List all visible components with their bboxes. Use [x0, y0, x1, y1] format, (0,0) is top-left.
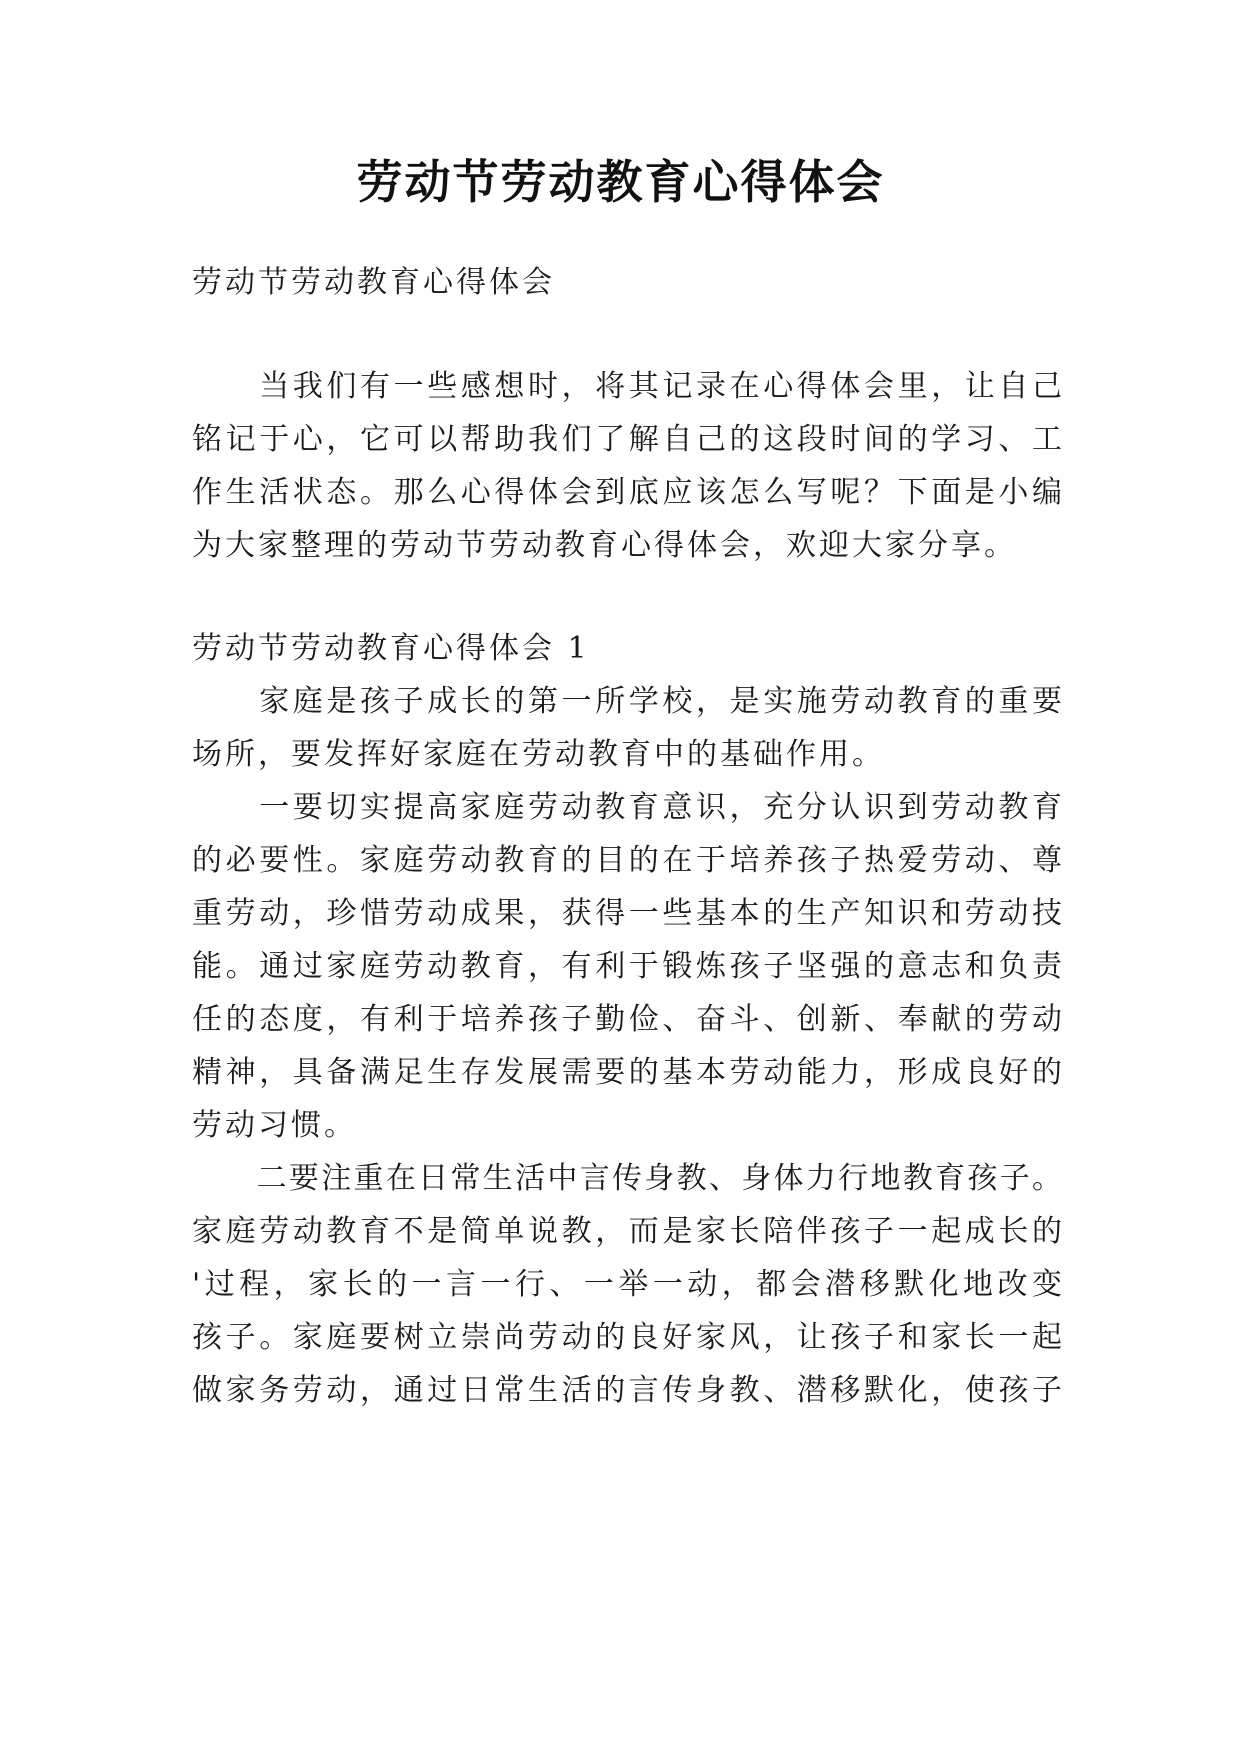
- body-line: 二要注重在日常生活中言传身教、身体力行地教育孩子。: [192, 1161, 1062, 1196]
- intro-line: 铭记于心，它可以帮助我们了解自己的这段时间的学习、工: [192, 422, 1062, 457]
- body-line: '过程，家长的一言一行、一举一动，都会潜移默化地改变: [192, 1267, 1062, 1302]
- body-line: 一要切实提高家庭劳动教育意识，充分认识到劳动教育: [192, 790, 1062, 825]
- body-line: 家庭劳动教育不是简单说教，而是家长陪伴孩子一起成长的: [192, 1214, 1062, 1249]
- body-line: 做家务劳动，通过日常生活的言传身教、潜移默化，使孩子: [192, 1373, 1062, 1408]
- intro-line: 当我们有一些感想时，将其记录在心得体会里，让自己: [192, 369, 1062, 404]
- document-title: 劳动节劳动教育心得体会: [356, 155, 885, 209]
- body-line: 孩子。家庭要树立崇尚劳动的良好家风，让孩子和家长一起: [192, 1320, 1062, 1355]
- intro-line: 作生活状态。那么心得体会到底应该怎么写呢？下面是小编: [192, 475, 1062, 510]
- body-line: 能。通过家庭劳动教育，有利于锻炼孩子坚强的意志和负责: [192, 949, 1062, 984]
- body-line: 重劳动，珍惜劳动成果，获得一些基本的生产知识和劳动技: [192, 896, 1062, 931]
- body-line: 家庭是孩子成长的第一所学校，是实施劳动教育的重要: [192, 684, 1062, 719]
- section-heading: 劳动节劳动教育心得体会 1: [192, 631, 590, 666]
- document-subtitle: 劳动节劳动教育心得体会: [192, 265, 555, 300]
- body-line: 精神，具备满足生存发展需要的基本劳动能力，形成良好的: [192, 1055, 1062, 1090]
- body-line: 任的态度，有利于培养孩子勤俭、奋斗、创新、奉献的劳动: [192, 1002, 1062, 1037]
- intro-line: 为大家整理的劳动节劳动教育心得体会，欢迎大家分享。: [192, 528, 1017, 563]
- body-line: 场所，要发挥好家庭在劳动教育中的基础作用。: [192, 737, 885, 772]
- body-line: 劳动习惯。: [192, 1108, 357, 1143]
- body-line: 的必要性。家庭劳动教育的目的在于培养孩子热爱劳动、尊: [192, 843, 1062, 878]
